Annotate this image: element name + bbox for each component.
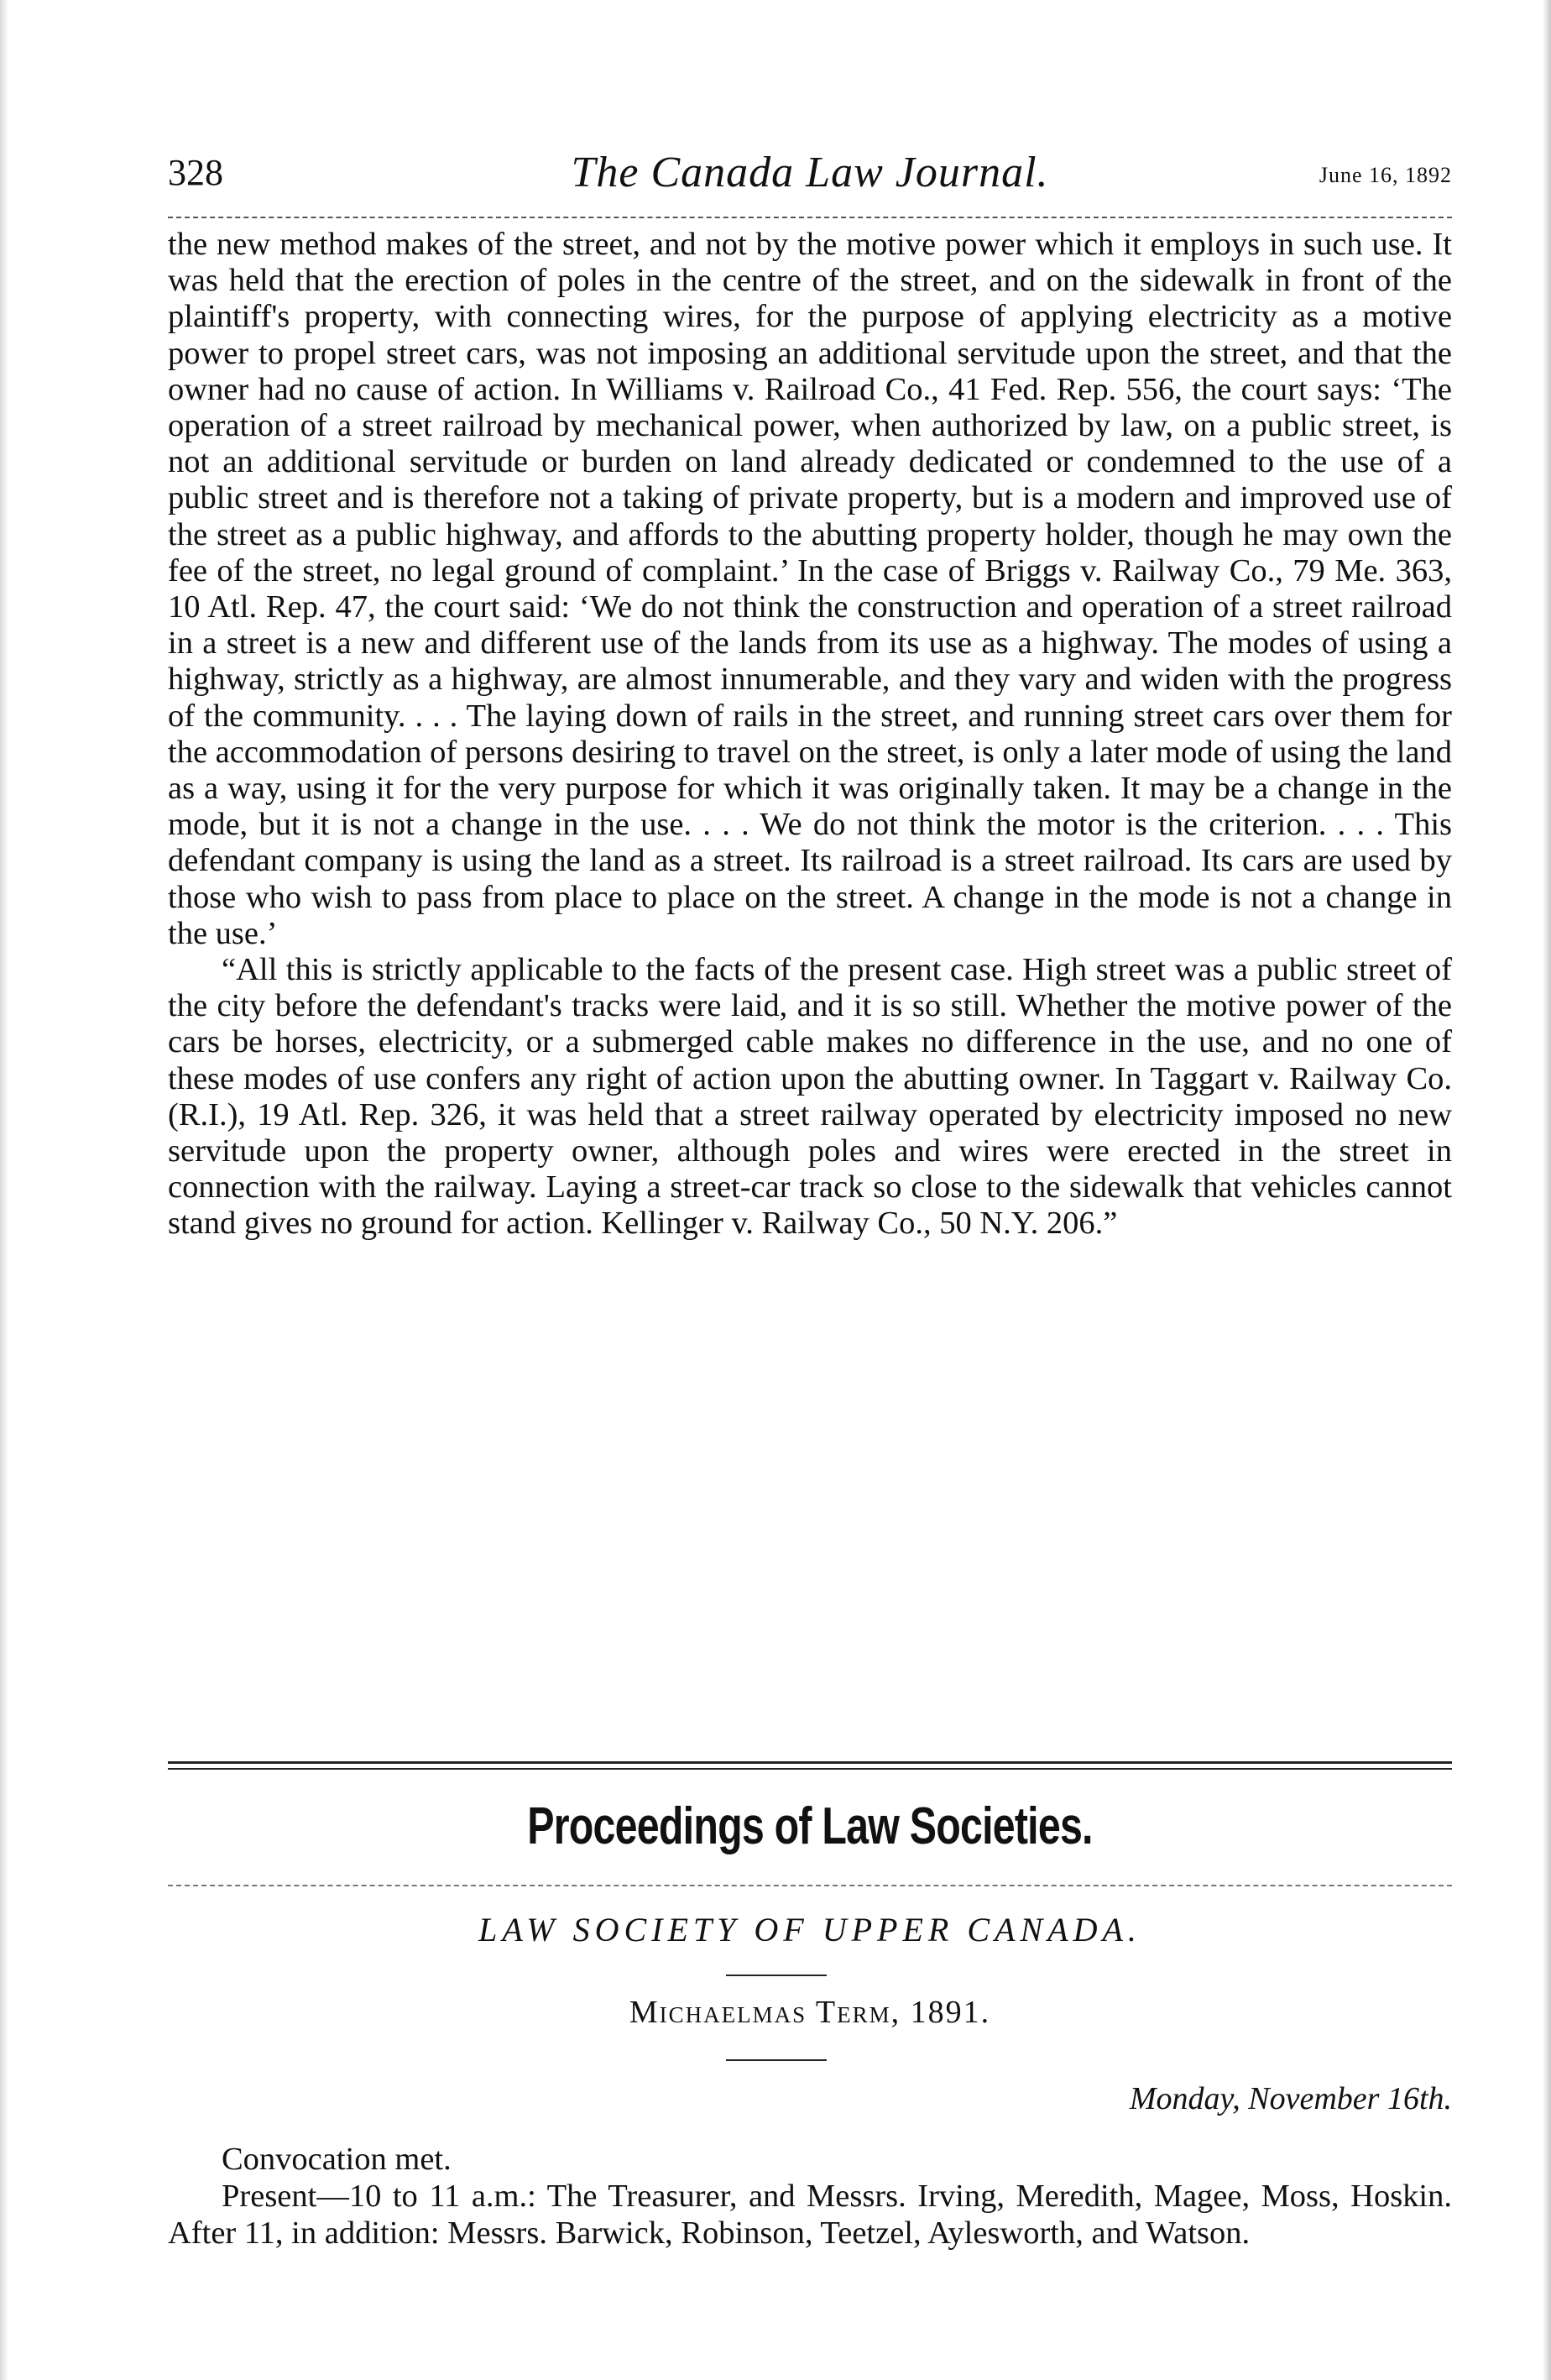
section-heading: Proceedings of Law Societies. — [527, 1797, 1093, 1855]
short-rule — [726, 1975, 827, 1976]
minutes-line: Convocation met. — [222, 2142, 452, 2177]
page-number: 328 — [168, 152, 223, 193]
journal-title: The Canada Law Journal. — [571, 149, 1049, 196]
term-line: Michaelmas Term, 1891. — [629, 1995, 991, 2030]
heading-rule — [168, 1885, 1452, 1886]
body-paragraph: “All this is strictly applicable to the facts of the present case. High street was a public street of the city before the defendant's tracks were laid, and it is so still. Whether the motive power of the cars be horses, electricity, or a submerged cable makes no difference in the use, and no one of these modes of use confers any right of action upon the abutting owner. In Taggart v. Railway Co. (R.I.), 19 Atl. Rep. 326, it was held that a street railway operated by electricity imposed no new servitude upon the property owner, although poles and wires were erected in the street in connection with the railway. Laying a street-car track so close to the sidewalk that vehicles cannot stand gives no ground for action. Kellinger v. Railway Co., 50 N.Y. 206.” — [168, 952, 1452, 1242]
minutes-line: Present—10 to 11 a.m.: The Treasurer, and Messrs. Irving, Meredith, Magee, Moss, Hoskin. After 11, in addition: Messrs. Barwick, Robinson, Teetzel, Aylesworth, and Watson. — [168, 2179, 1452, 2251]
article-body — [168, 227, 1452, 1242]
meeting-date: Monday, November 16th. — [1129, 2081, 1452, 2116]
section-divider — [168, 1761, 1452, 1778]
convocation-minutes — [168, 2141, 1452, 2252]
header-rule — [168, 217, 1452, 218]
page-edge-shadow-right — [1543, 0, 1551, 2380]
body-paragraph: the new method makes of the street, and not by the motive power which it employs in such use. It was held that the erection of poles in the centre of the street, and on the sidewalk in front of the plaintiff's property, with connecting wires, for the purpose of applying electricity as a motive power to propel street cars, was not imposing an additional servitude upon the street, and that the owner had no cause of action. In Williams v. Railroad Co., 41 Fed. Rep. 556, the court says: ‘The operation of a street railroad by mechanical power, when authorized by law, on a public street, is not an additional servitude or burden on land already dedicated or condemned to the use of a public street and is therefore not a taking of private property, but is a modern and improved use of the street as a public highway, and affords to the abutting property holder, though he may own the fee of the street, no legal ground of complaint.’ In the case of Briggs v. Railway Co., 79 Me. 363, 10 Atl. Rep. 47, the court said: ‘We do not think the construction and operation of a street railroad in a street is a new and different use of the lands from its use as a highway. The modes of using a highway, strictly as a highway, are almost innumerable, and they vary and widen with the progress of the community. . . . The laying down of rails in the street, and running street cars over them for the accommodation of persons desiring to travel on the street, is only a later mode of using the land as a way, using it for the very purpose for which it was originally taken. It may be a change in the mode, but it is not a change in the use. . . . We do not think the motor is the criterion. . . . This defendant company is using the land as a street. Its railroad is a street railroad. Its cars are used by those who wish to pass from place to place on the street. A change in the mode is not a change in the use.’ — [168, 227, 1452, 951]
society-name: LAW SOCIETY OF UPPER CANADA. — [478, 1911, 1141, 1948]
page-edge-shadow-left — [0, 0, 8, 2380]
running-head — [168, 143, 1452, 201]
issue-date: June 16, 1892 — [1319, 163, 1452, 187]
short-rule — [726, 2059, 827, 2061]
